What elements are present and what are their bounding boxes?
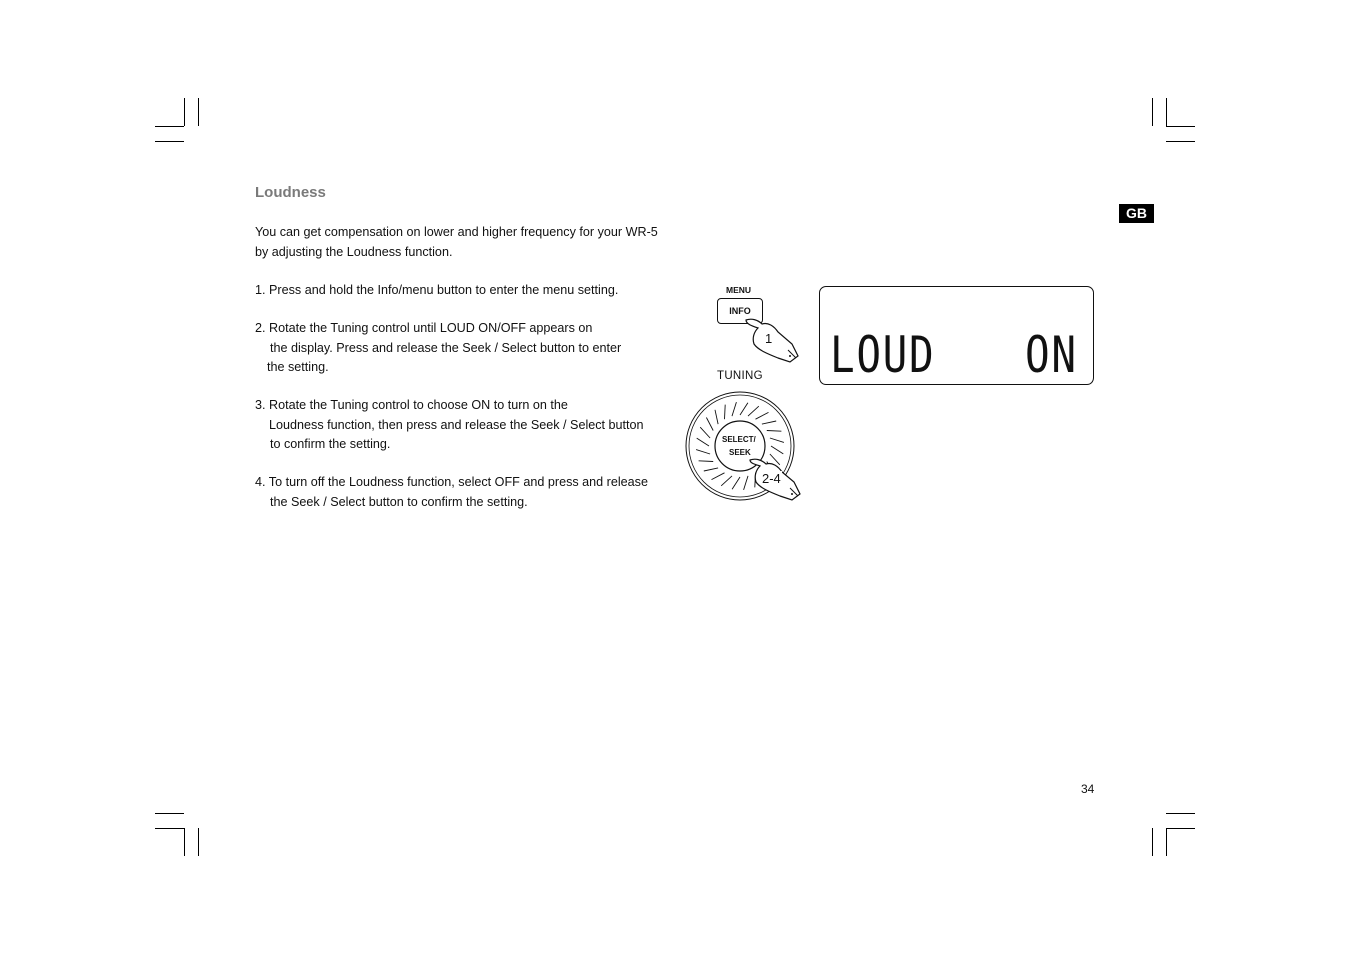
section-title: Loudness	[255, 184, 326, 201]
intro-line: by adjusting the Loudness function.	[255, 244, 453, 259]
menu-label: MENU	[726, 285, 752, 295]
crop-mark	[1152, 98, 1153, 126]
crop-mark	[1166, 828, 1167, 856]
step-2-line: the display. Press and release the Seek / Select button to enter	[270, 340, 622, 355]
step-3-line: to confirm the setting.	[270, 437, 391, 451]
lcd-text-right: ON	[1025, 326, 1078, 384]
step-4-line: the Seek / Select button to confirm the setting.	[270, 494, 528, 509]
crop-mark	[1166, 813, 1195, 814]
knob-label-seek: SEEK	[729, 448, 751, 457]
step-4-line: 4. To turn off the Loudness function, select OFF and press and release	[255, 475, 648, 489]
step-marker: 2-4	[762, 471, 781, 486]
step-3-line: Loudness function, then press and release the Seek / Select button	[269, 417, 644, 432]
crop-mark	[1166, 828, 1195, 829]
page-number: 34	[1081, 782, 1095, 796]
step-2-line: the setting.	[267, 360, 329, 374]
crop-mark	[155, 813, 184, 814]
step-2-line: 2. Rotate the Tuning control until LOUD ON/OFF appears on	[255, 321, 593, 335]
step-marker: 1	[765, 331, 773, 346]
language-tab: GB	[1119, 204, 1154, 223]
crop-mark	[198, 98, 199, 126]
crop-mark	[184, 828, 185, 856]
crop-mark	[155, 126, 184, 127]
step-3	[255, 396, 644, 455]
crop-mark	[1166, 98, 1167, 126]
intro-paragraph	[255, 223, 658, 262]
crop-mark	[155, 141, 184, 142]
step-2	[255, 319, 621, 378]
step-4	[255, 473, 648, 512]
crop-mark	[1166, 141, 1195, 142]
crop-mark	[184, 98, 185, 126]
knob-label-select: SELECT/	[722, 435, 756, 444]
lcd-display	[819, 286, 1094, 385]
step-1-line: 1. Press and hold the Info/menu button to enter the menu setting.	[255, 283, 619, 297]
tuning-label: TUNING	[717, 370, 763, 382]
lcd-text-left: LOUD	[830, 326, 936, 384]
crop-mark	[155, 828, 184, 829]
crop-mark	[1166, 126, 1195, 127]
intro-line: You can get compensation on lower and higher frequency for your WR-5	[255, 225, 658, 239]
crop-mark	[198, 828, 199, 856]
info-button: INFO	[717, 298, 763, 324]
step-1	[255, 281, 618, 301]
crop-mark	[1152, 828, 1153, 856]
step-3-line: 3. Rotate the Tuning control to choose ON to turn on the	[255, 398, 568, 412]
